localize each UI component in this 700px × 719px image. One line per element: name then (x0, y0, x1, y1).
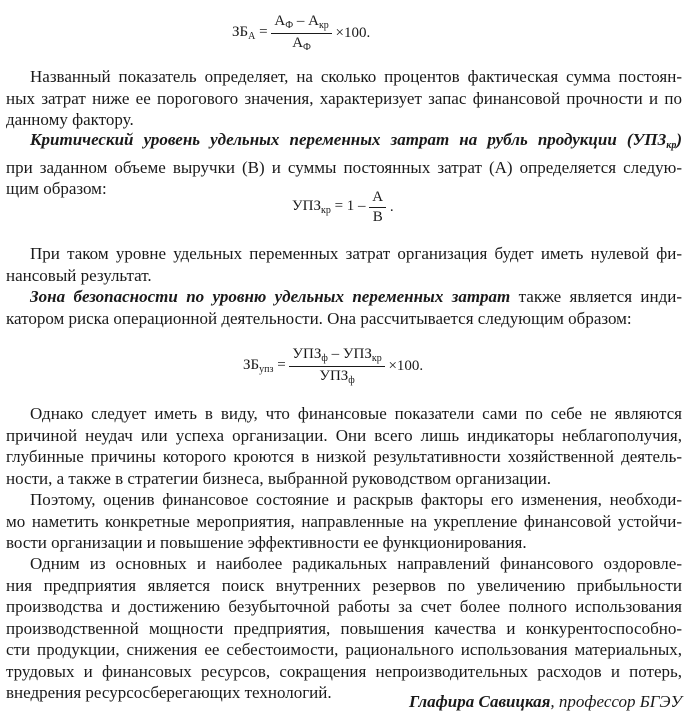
text-line: Поэтому, оценив финансовое состояние и раскрыв факторы его изменения, необходи- (30, 490, 682, 509)
formula-safety-zone-variable-costs (243, 347, 423, 386)
text-line: щим образом: (6, 179, 107, 198)
formula-numerator: А (369, 190, 386, 208)
paragraph-4 (6, 286, 682, 329)
text-line: данному фактору. (6, 110, 134, 129)
paragraph-6 (6, 489, 682, 554)
formula-tail: . (389, 199, 394, 215)
author-name: Глафира Савицкая (409, 692, 551, 711)
text-line: Названный показатель определяет, на сколько процентов фактическая сумма постоян- (30, 67, 682, 86)
formula-lhs: $ЗБ_{упз}$ = (243, 357, 286, 375)
text-line: ных затрат ниже ее порогового значения, характеризует запас финансовой прочности и по (6, 88, 682, 108)
text-line: ния предприятия является поиск внутренних резервов по увеличению прибыльности (6, 575, 682, 595)
formula-denominator: $УПЗ_ф$ (319, 368, 355, 386)
formula-lhs: $УПЗ_{кр} = 1$ – (292, 198, 366, 216)
formula-fraction (369, 190, 386, 225)
formula-fraction (289, 347, 384, 386)
text-line: нансовый результат. (6, 265, 152, 285)
text-line: При таком уровне удельных переменных затрат организация будет иметь нулевой фи- (30, 244, 682, 263)
text-line: трудовых и финансовых ресурсов, сокращения непроизводительных расходов и потерь, (6, 661, 682, 681)
paragraph-2 (6, 129, 682, 200)
paragraph-5 (6, 403, 682, 489)
formula-numerator: $А_Ф - А_{кр}$ (271, 14, 331, 34)
formula-tail: ×100. (335, 25, 371, 41)
paragraph-7 (6, 553, 682, 704)
text-line: производства и достижению безубыточной работы за счет более полного использования (6, 597, 682, 616)
text-line: ности, а также в стратегии бизнеса, выбранной руководством организации. (6, 468, 551, 488)
text-line: Одним из основных и наиболее радикальных направлений финансового оздоровле- (30, 554, 682, 573)
text-line: сти продукции, снижения ее себестоимости, рационального использования материальных, (6, 640, 682, 659)
text-line: внедрения ресурсосберегающих технологий. (6, 683, 332, 702)
text-line: при заданном объеме выручки (В) и суммы постоянных затрат (А) определяется следую- (6, 157, 682, 177)
text-line: глубинные причины которого кроются в низкой результативности хозяйственной деятель- (6, 447, 682, 466)
text-line: Однако следует иметь в виду, что финансовые показатели сами по себе не являются (30, 404, 682, 423)
paragraph-3 (6, 243, 682, 286)
text-line: производственной мощности предприятия, повышения качества и конкурентоспособно- (6, 618, 682, 638)
text-line: причиной неудач или успеха организации. Они всего лишь индикаторы неблагополучия, (6, 425, 682, 445)
formula-numerator: $УПЗ_ф - УПЗ_{кр}$ (289, 347, 384, 367)
formula-tail: ×100. (388, 358, 424, 374)
term-critical-level: Критический уровень удельных переменных затрат на рубль продукции $(УПЗ_{кр})$ (30, 130, 682, 151)
term-safety-zone: Зона безопасности по уровню удельных переменных затрат (30, 287, 511, 306)
formula-denominator: В (372, 209, 383, 225)
text-line: катором риска операционной деятельности. Она рассчитывается следующим образом: (6, 308, 632, 328)
paragraph-1 (6, 66, 682, 131)
text-line: Зона безопасности по уровню удельных переменных затрат также является инди- (30, 287, 682, 306)
formula-safety-margin-fixed-costs (232, 14, 370, 53)
formula-fraction (271, 14, 331, 53)
formula-denominator: $А_Ф$ (292, 35, 311, 53)
text-line: мо наметить конкретные мероприятия, направленные на укрепление финансовой устойчи- (6, 511, 682, 531)
formula-lhs: $ЗБ_А$ = (232, 24, 268, 42)
text-line: вости организации и повышение эффективности ее функционирования. (6, 533, 527, 552)
author-role: , профессор БГЭУ (550, 692, 682, 711)
formula-critical-variable-costs (292, 190, 394, 225)
author-signature (409, 692, 682, 712)
